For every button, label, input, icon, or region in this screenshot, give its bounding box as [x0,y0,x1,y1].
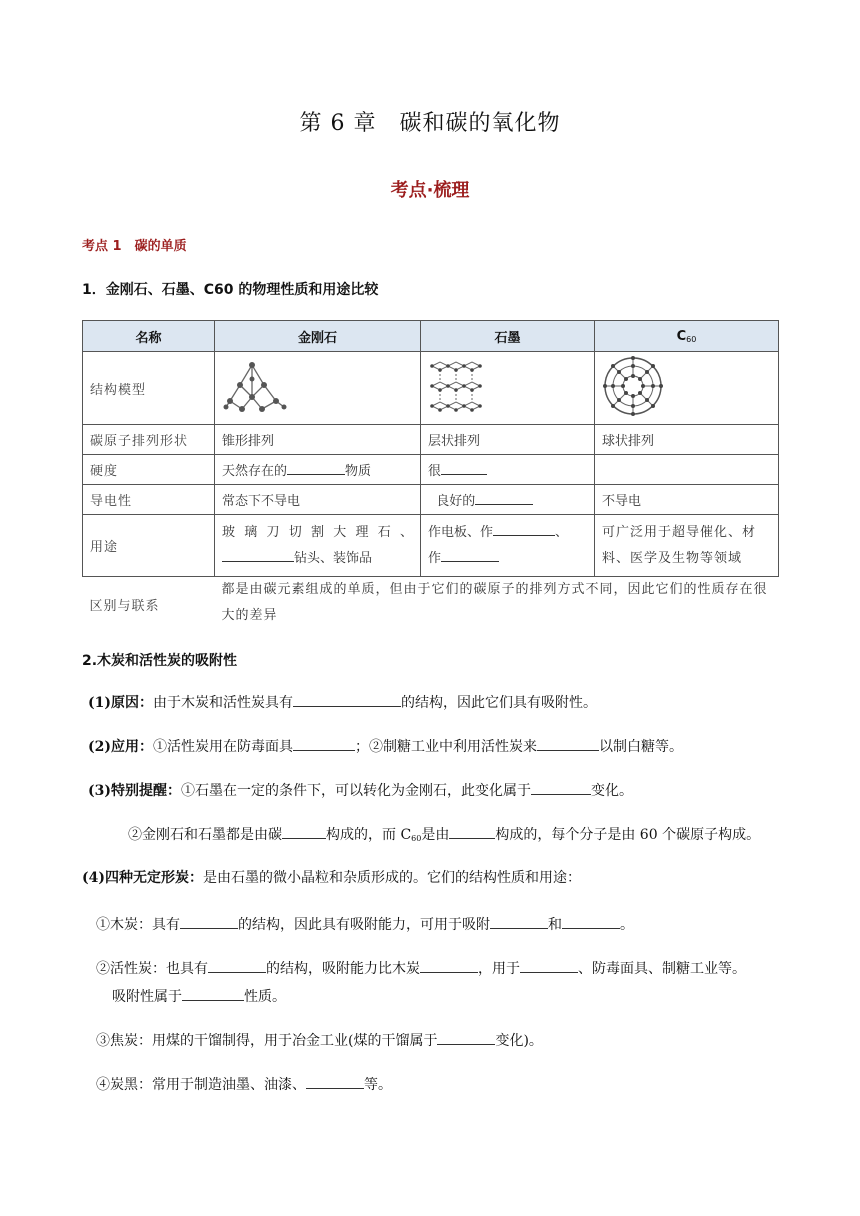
topic-title: 考点 1 碳的单质 [82,239,187,254]
diamond-usage-line1: 玻璃刀切割大理石、 [222,524,413,540]
paragraph-application [88,736,683,757]
reminder-label: (3)特别提醒： [88,783,181,799]
charcoal-text-c: 和 [548,917,562,933]
table-row-usage [83,515,779,577]
paragraph-activated-carbon-2 [112,986,286,1007]
diamond-hardness-prefix: 天然存在的 [222,464,288,479]
blank [287,460,345,475]
graphite-hardness [421,455,595,485]
carbon-black-text-a: ④炭黑：常用于制造油墨、油漆、 [96,1077,306,1093]
paragraph-carbon-black [96,1074,392,1095]
blank [282,824,326,839]
charcoal-text-a: ①木炭：具有 [96,917,180,933]
blank [490,914,548,929]
c60-structure-icon [602,355,664,417]
header-name: 名称 [83,321,215,352]
blank [520,958,578,973]
blank [441,460,487,475]
header-c60: $C_{60}$ [595,321,779,352]
carbon-black-text-b: 等。 [364,1077,392,1093]
blank [562,914,620,929]
table-row-hardness [83,455,779,485]
blank [222,547,294,562]
c60-model-cell [595,352,779,425]
blank [293,692,401,707]
application-text-b: ；②制糖工业中利用活性炭来 [355,739,537,755]
c60-arrangement: 球状排列 [595,425,779,455]
blank [449,824,495,839]
graphite-usage-comma: 、 [555,524,569,540]
section2-title: 2.木炭和活性炭的吸附性 [82,653,238,669]
blank [180,914,238,929]
diamond-usage [215,515,421,577]
label-structure: 结构模型 [83,352,215,425]
paragraph-activated-carbon [96,958,746,979]
diamond-usage-line2: 钻头、装饰品 [294,550,373,566]
table-header-row [83,321,779,352]
diamond-hardness-suffix: 物质 [345,464,372,479]
graphite-usage-line1 [428,520,587,546]
reminder2-text-a: ②金刚石和石墨都是由碳 [128,827,282,843]
graphite-hardness-prefix: 很 [428,464,442,479]
blank [306,1074,364,1089]
relation-text: 都是由碳元素组成的单质，但由于它们的碳原子的排列方式不同，因此它们的性质存在很大的差异 [215,577,779,633]
activated2-text-a: 吸附性属于 [112,989,182,1005]
paragraph-coke [96,1030,543,1051]
blank [493,521,555,536]
blank [531,780,591,795]
graphite-usage-text: 作电板、作 [428,524,494,540]
table-row-arrangement [83,425,779,455]
reason-label: (1)原因： [88,695,153,711]
diamond-conductivity: 常态下不导电 [215,485,421,515]
diamond-structure-icon [222,357,288,415]
charcoal-text-b: 的结构，因此具有吸附能力，可用于吸附 [238,917,490,933]
c60-usage: 可广泛用于超导催化、材料、医学及生物等领域 [595,515,779,577]
activated2-text-b: 性质。 [244,989,286,1005]
blank [420,958,478,973]
graphite-usage-line2 [428,546,587,572]
paragraph-reminder [88,780,633,801]
header-graphite: 石墨 [421,321,595,352]
reason-text-b: 的结构，因此它们具有吸附性。 [401,695,597,711]
paragraph-charcoal [96,914,634,935]
section1-title: 1．金刚石、石墨、C60 的物理性质和用途比较 [82,282,379,298]
comparison-table [82,320,779,632]
c60-conductivity: 不导电 [595,485,779,515]
amorphous-label: (4)四种无定形炭： [82,870,203,886]
blank [537,736,599,751]
graphite-conductivity-text: 良好的 [436,494,476,509]
graphite-model-cell [421,352,595,425]
paragraph-reason [88,692,597,713]
label-relation: 区别与联系 [83,577,215,633]
blank [475,490,533,505]
coke-text-a: ③焦炭：用煤的干馏制得，用于冶金工业(煤的干馏属于 [96,1033,438,1049]
diamond-usage-line2-wrap [222,546,413,572]
blank [208,958,266,973]
paragraph-reminder-2 [128,824,760,849]
label-arrangement: 碳原子排列形状 [83,425,215,455]
reminder2-text-c: 是由 [421,827,450,843]
activated-text-c: ，用于 [478,961,520,977]
blank [293,736,355,751]
activated-text-b: 的结构，吸附能力比木炭 [266,961,420,977]
application-text-a: ①活性炭用在防毒面具 [153,739,293,755]
activated-text-a: ②活性炭：也具有 [96,961,208,977]
graphite-usage [421,515,595,577]
reason-text-a: 由于木炭和活性炭具有 [153,695,293,711]
table-row-structure [83,352,779,425]
charcoal-text-d: 。 [620,917,634,933]
graphite-structure-icon [428,358,488,414]
label-conductivity: 导电性 [83,485,215,515]
reminder-text-a: ①石墨在一定的条件下，可以转化为金刚石，此变化属于 [181,783,531,799]
chapter-title: 第 6 章 碳和碳的氧化物 [299,111,561,136]
graphite-conductivity [421,485,595,515]
activated-text-d: 、防毒面具、制糖工业等。 [578,961,746,977]
graphite-arrangement: 层状排列 [421,425,595,455]
blank [441,547,499,562]
reminder2-text-b: 构成的，而 C [326,827,412,843]
blank [437,1030,495,1045]
table-row-relation [83,577,779,633]
c60-hardness [595,455,779,485]
label-usage: 用途 [83,515,215,577]
coke-text-b: 变化)。 [495,1033,543,1049]
graphite-usage-text2: 作 [428,550,442,566]
diamond-model-cell [215,352,421,425]
section-title: 考点·梳理 [390,180,470,201]
application-text-c: 以制白糖等。 [599,739,683,755]
label-hardness: 硬度 [83,455,215,485]
blank [182,986,244,1001]
paragraph-amorphous [82,868,581,888]
diamond-arrangement: 锥形排列 [215,425,421,455]
amorphous-text: 是由石墨的微小晶粒和杂质形成的。它们的结构性质和用途： [203,870,581,886]
table-row-conductivity [83,485,779,515]
reminder-text-b: 变化。 [591,783,633,799]
reminder2-subscript: 60 [411,834,422,843]
diamond-hardness [215,455,421,485]
reminder2-text-d: 构成的，每个分子是由 60 个碳原子构成。 [495,827,761,843]
header-diamond: 金刚石 [215,321,421,352]
application-label: (2)应用： [88,739,153,755]
